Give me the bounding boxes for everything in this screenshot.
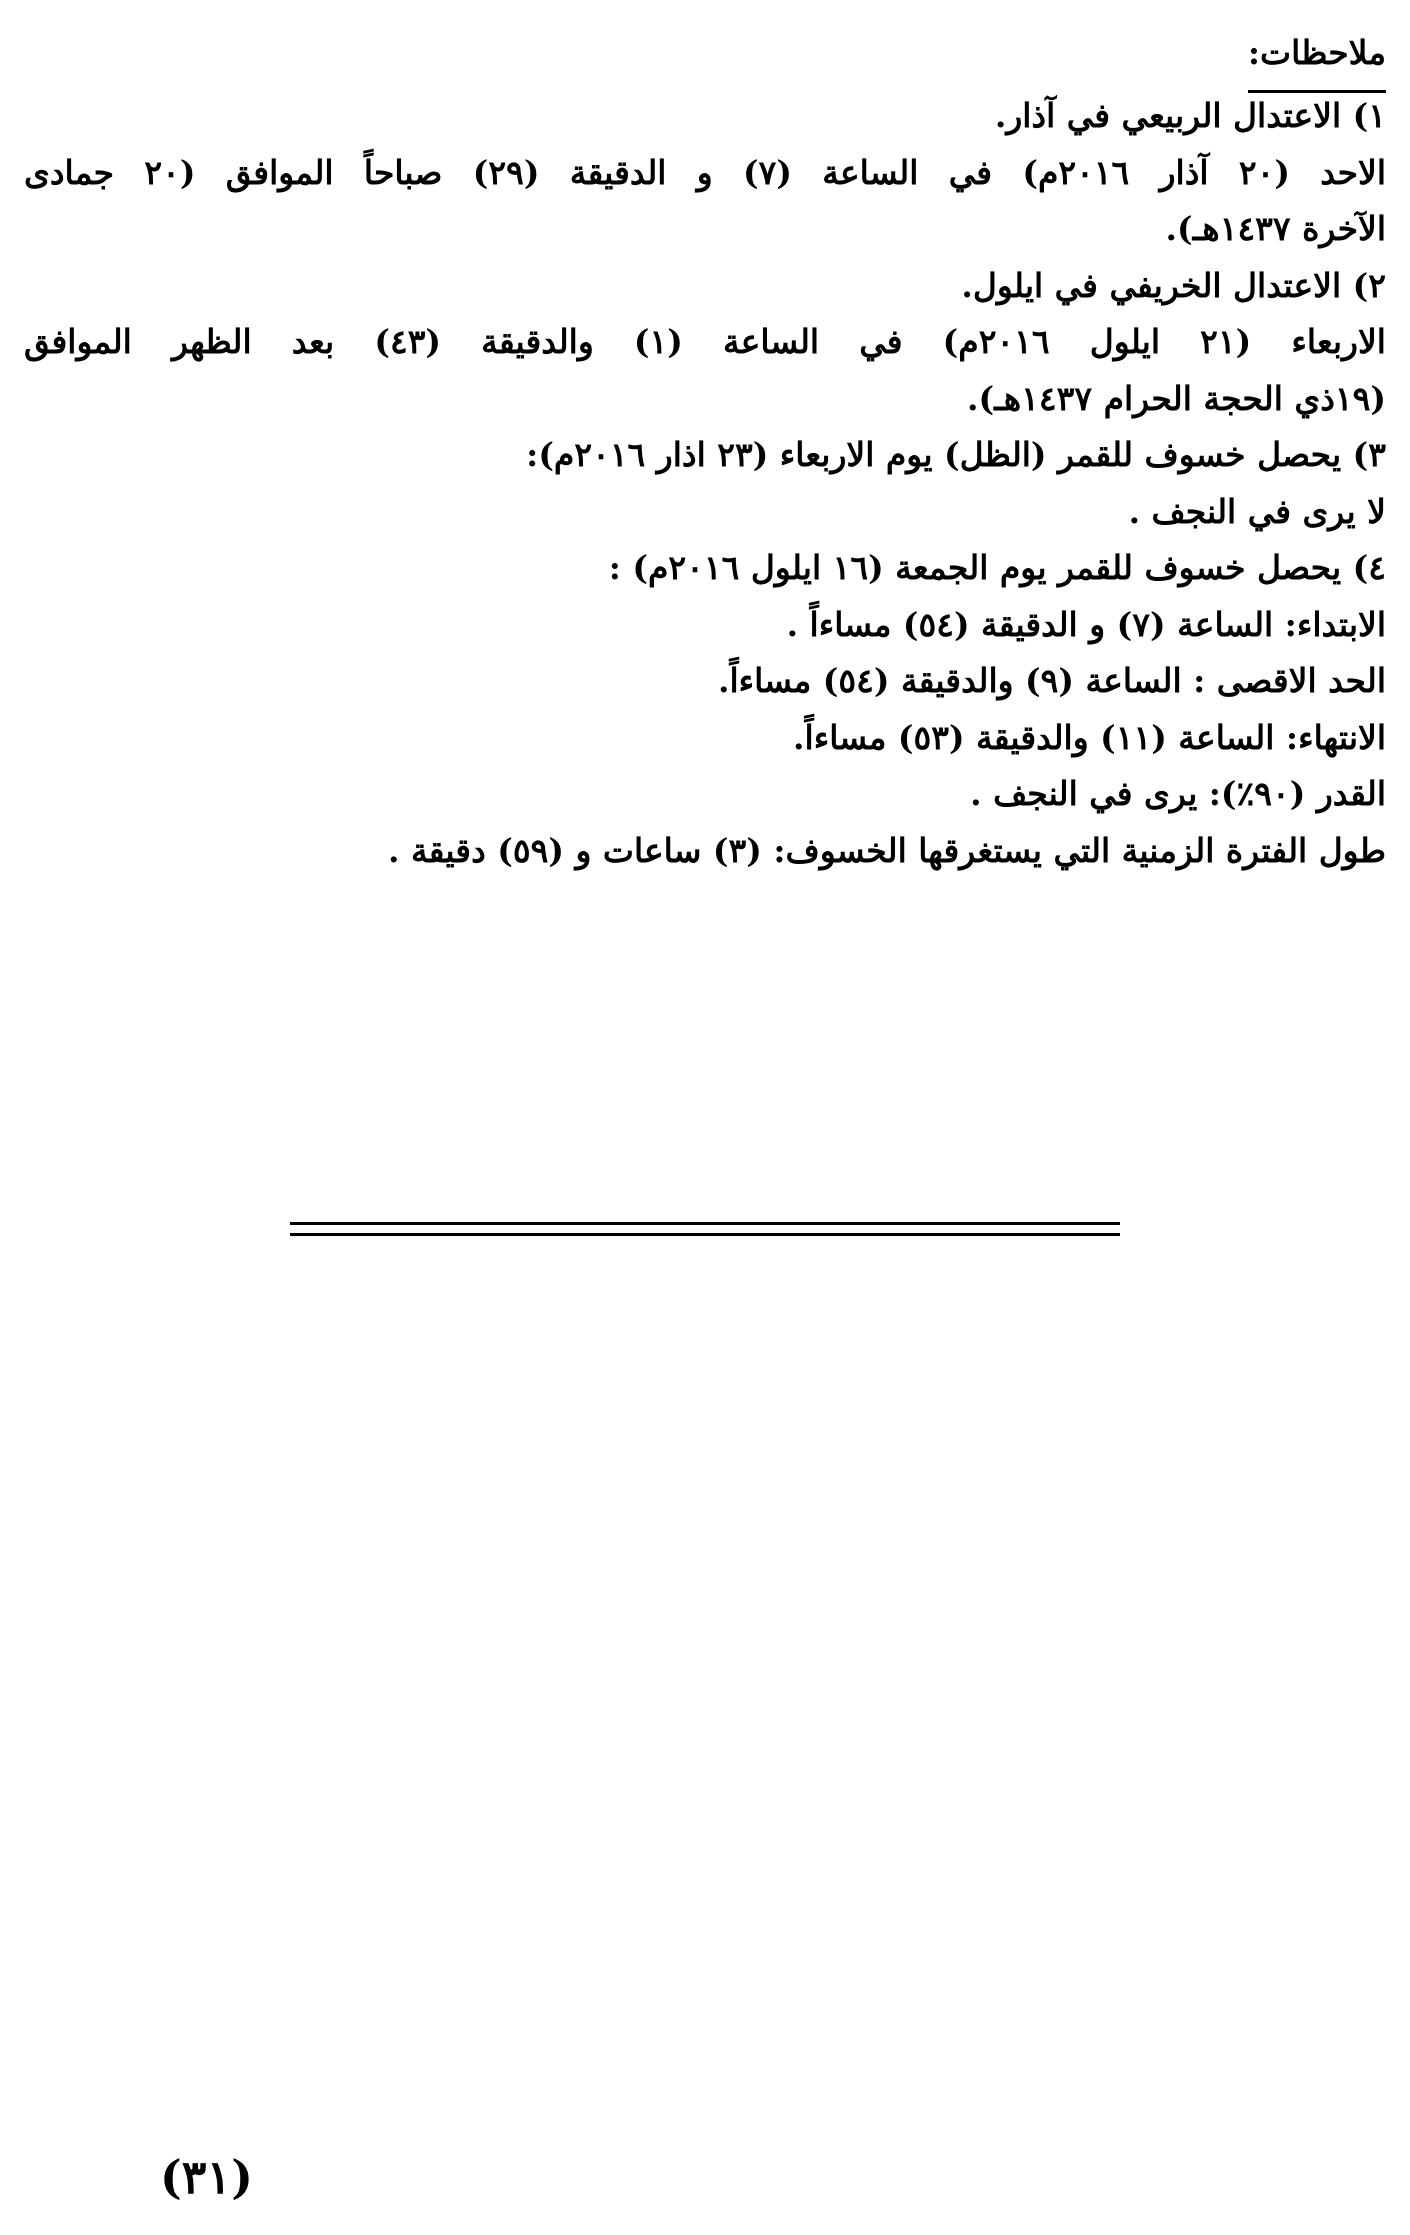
section-separator [290, 1222, 1120, 1236]
note-2-detail-line-2: (١٩ذي الحجة الحرام ١٤٣٧هـ). [966, 378, 1386, 418]
eclipse-magnitude: القدر (٩٠٪): يرى في النجف . [970, 774, 1386, 813]
eclipse-start: الابتداء: الساعة (٧) و الدقيقة (٥٤) مساءاً . [786, 604, 1386, 644]
notes-heading: ملاحظات: [1248, 31, 1386, 93]
note-3-title: ٣) يحصل خسوف للقمر (الظل) يوم الاربعاء (٢٣ اذار ٢٠١٦م): [526, 435, 1386, 474]
eclipse-maximum: الحد الاقصى : الساعة (٩) والدقيقة (٥٤) مساءاً. [717, 661, 1386, 700]
note-1-detail-line-1: الاحد (٢٠ آذار ٢٠١٦م) في الساعة (٧) و الدقيقة (٢٩) صباحاً الموافق (٢٠ جمادى [24, 152, 1387, 192]
note-2-detail-line-1: الاربعاء (٢١ ايلول ٢٠١٦م) في الساعة (١) والدقيقة (٤٣) بعد الظهر الموافق [24, 322, 1386, 361]
heading-row [24, 30, 1386, 88]
note-4-title: ٤) يحصل خسوف للقمر يوم الجمعة (١٦ ايلول ٢٠١٦م) : [608, 548, 1386, 587]
page-number: (٣١) [160, 2150, 253, 2204]
notes-section [24, 30, 1386, 879]
note-1-title: ١) الاعتدال الربيعي في آذار. [994, 96, 1386, 135]
note-2-title: ٢) الاعتدال الخريفي في ايلول. [961, 265, 1386, 305]
eclipse-duration: طول الفترة الزمنية التي يستغرقها الخسوف: (٣) ساعات و (٥٩) دقيقة . [387, 830, 1386, 870]
eclipse-end: الانتهاء: الساعة (١١) والدقيقة (٥٣) مساءاً. [793, 717, 1386, 757]
note-1-detail-line-2: الآخرة ١٤٣٧هـ). [1165, 209, 1386, 248]
note-3-detail: لا يرى في النجف . [1128, 491, 1386, 531]
